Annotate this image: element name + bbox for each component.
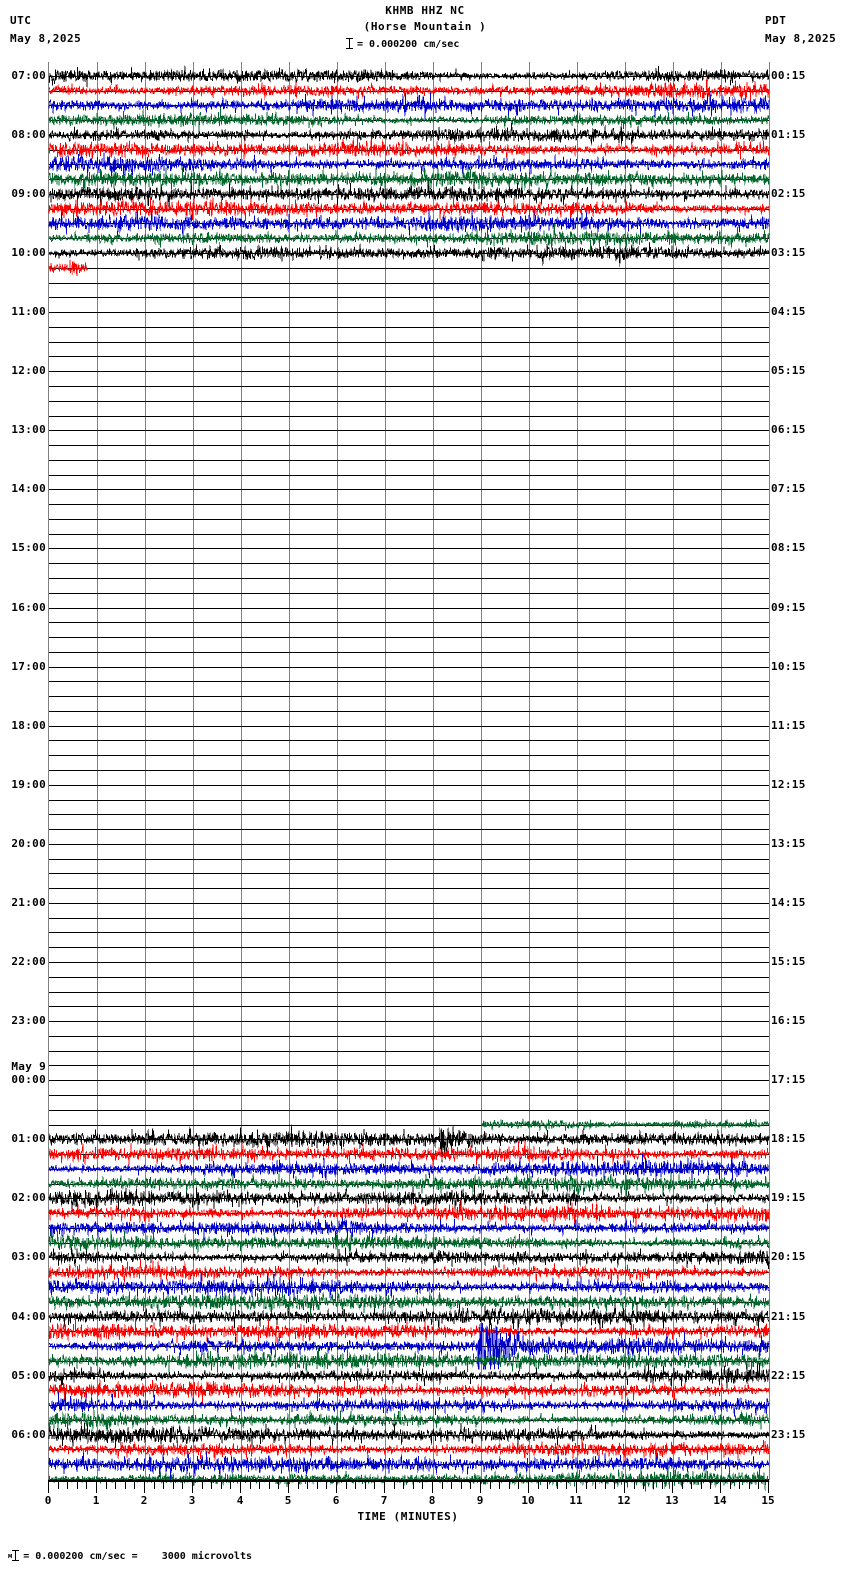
- utc-time-axis: [0, 62, 46, 1480]
- utc-label-0200: 02:00: [11, 1191, 46, 1205]
- pdt-label-0315: 03:15: [771, 246, 806, 260]
- seismic-traces: [49, 62, 769, 1480]
- scale-bar-legend: [346, 38, 459, 50]
- xtick-minor-13-4: [710, 1482, 711, 1489]
- footer-scale-note: [8, 1550, 252, 1562]
- pdt-label-0515: 05:15: [771, 364, 806, 378]
- xtick-minor-7-4: [422, 1482, 423, 1489]
- xtick-minor-9-3: [509, 1482, 510, 1489]
- xtick-minor-5-3: [317, 1482, 318, 1489]
- pdt-label-2215: 22:15: [771, 1368, 806, 1382]
- xtick-major-12: [624, 1482, 625, 1493]
- xtick-minor-10-3: [557, 1482, 558, 1489]
- amplitude-scale-bar-icon: [346, 38, 353, 49]
- xtick-minor-13-2: [691, 1482, 692, 1489]
- utc-label-1200: 12:00: [11, 364, 46, 378]
- xtick-minor-2-2: [163, 1482, 164, 1489]
- xtick-major-6: [336, 1482, 337, 1493]
- xtick-major-14: [720, 1482, 721, 1493]
- helicorder-plot[interactable]: [48, 62, 770, 1480]
- pdt-label-0915: 09:15: [771, 600, 806, 614]
- xtick-label-4: 4: [236, 1494, 244, 1507]
- utc-label-1500: 15:00: [11, 541, 46, 555]
- xtick-minor-11-2: [595, 1482, 596, 1489]
- pdt-label-1115: 11:15: [771, 718, 806, 732]
- xtick-minor-10-4: [566, 1482, 567, 1489]
- utc-label-1800: 18:00: [11, 718, 46, 732]
- xtick-minor-1-3: [125, 1482, 126, 1489]
- utc-label-1000: 10:00: [11, 246, 46, 260]
- pdt-label-0115: 01:15: [771, 127, 806, 141]
- pdt-label-2015: 20:15: [771, 1250, 806, 1264]
- xtick-label-2: 2: [140, 1494, 148, 1507]
- pdt-label-2115: 21:15: [771, 1309, 806, 1323]
- utc-label-1600: 16:00: [11, 600, 46, 614]
- xtick-minor-4-1: [250, 1482, 251, 1489]
- xtick-minor-7-1: [394, 1482, 395, 1489]
- utc-label-2100: 21:00: [11, 895, 46, 909]
- utc-label-0100: 01:00: [11, 1132, 46, 1146]
- pdt-label-1515: 15:15: [771, 955, 806, 969]
- pdt-label-0015: 00:15: [771, 68, 806, 82]
- xtick-minor-6-2: [355, 1482, 356, 1489]
- station-name: (Horse Mountain ): [363, 20, 487, 33]
- xtick-major-2: [144, 1482, 145, 1493]
- pdt-label-1015: 10:15: [771, 659, 806, 673]
- xtick-minor-0-3: [77, 1482, 78, 1489]
- xtick-minor-7-2: [403, 1482, 404, 1489]
- utc-label-0800: 08:00: [11, 127, 46, 141]
- xtick-major-10: [528, 1482, 529, 1493]
- xtick-major-4: [240, 1482, 241, 1493]
- xtick-minor-9-1: [490, 1482, 491, 1489]
- xtick-minor-8-1: [442, 1482, 443, 1489]
- day-marker-label: May 9: [11, 1060, 46, 1074]
- xtick-minor-12-3: [653, 1482, 654, 1489]
- pdt-label-0815: 08:15: [771, 541, 806, 555]
- station-title: KHMB HHZ NC: [385, 4, 465, 17]
- xtick-minor-14-1: [730, 1482, 731, 1489]
- xtick-minor-0-2: [67, 1482, 68, 1489]
- utc-label-1400: 14:00: [11, 482, 46, 496]
- x-axis-title: TIME (MINUTES): [357, 1510, 459, 1523]
- xtick-major-0: [48, 1482, 49, 1493]
- footer-prefix: м: [8, 1552, 13, 1560]
- utc-label-1900: 19:00: [11, 777, 46, 791]
- xtick-label-1: 1: [92, 1494, 100, 1507]
- xtick-label-8: 8: [428, 1494, 436, 1507]
- xtick-minor-12-1: [634, 1482, 635, 1489]
- xtick-label-3: 3: [188, 1494, 196, 1507]
- xtick-minor-10-1: [538, 1482, 539, 1489]
- xtick-minor-5-4: [326, 1482, 327, 1489]
- pdt-label-2315: 23:15: [771, 1427, 806, 1441]
- pdt-label-1215: 12:15: [771, 777, 806, 791]
- xtick-minor-4-4: [278, 1482, 279, 1489]
- xtick-major-3: [192, 1482, 193, 1493]
- xtick-minor-14-4: [758, 1482, 759, 1489]
- xtick-minor-2-1: [154, 1482, 155, 1489]
- xtick-minor-7-3: [413, 1482, 414, 1489]
- footer-text: = 0.000200 cm/sec = 3000 microvolts: [23, 1551, 252, 1562]
- xtick-minor-8-3: [461, 1482, 462, 1489]
- xtick-minor-1-4: [134, 1482, 135, 1489]
- xtick-label-0: 0: [44, 1494, 52, 1507]
- utc-label-2200: 22:00: [11, 955, 46, 969]
- xtick-minor-8-4: [470, 1482, 471, 1489]
- xtick-minor-8-2: [451, 1482, 452, 1489]
- xtick-label-14: 14: [713, 1494, 727, 1507]
- xtick-label-9: 9: [476, 1494, 484, 1507]
- utc-label-0400: 04:00: [11, 1309, 46, 1323]
- pdt-time-axis: [771, 62, 850, 1480]
- xtick-label-6: 6: [332, 1494, 340, 1507]
- xtick-minor-14-2: [739, 1482, 740, 1489]
- scale-bar-text: = 0.000200 cm/sec: [357, 39, 460, 50]
- utc-label-0300: 03:00: [11, 1250, 46, 1264]
- xtick-label-11: 11: [569, 1494, 583, 1507]
- xtick-minor-0-1: [58, 1482, 59, 1489]
- xtick-major-8: [432, 1482, 433, 1493]
- xtick-major-15: [768, 1482, 769, 1493]
- x-axis-line: [48, 1480, 769, 1482]
- xtick-minor-3-2: [211, 1482, 212, 1489]
- left-timezone-label: UTC: [10, 14, 32, 27]
- pdt-label-1715: 17:15: [771, 1073, 806, 1087]
- xtick-minor-5-1: [298, 1482, 299, 1489]
- xtick-minor-11-4: [614, 1482, 615, 1489]
- right-timezone-label: PDT: [765, 14, 787, 27]
- pdt-label-0715: 07:15: [771, 482, 806, 496]
- pdt-label-0415: 04:15: [771, 305, 806, 319]
- utc-label-2300: 23:00: [11, 1014, 46, 1028]
- xtick-label-12: 12: [617, 1494, 631, 1507]
- xtick-major-1: [96, 1482, 97, 1493]
- xtick-minor-0-4: [86, 1482, 87, 1489]
- xtick-label-15: 15: [761, 1494, 775, 1507]
- xtick-minor-13-1: [682, 1482, 683, 1489]
- xtick-minor-3-4: [230, 1482, 231, 1489]
- xtick-minor-12-2: [643, 1482, 644, 1489]
- utc-label-2000: 20:00: [11, 836, 46, 850]
- xtick-minor-1-2: [115, 1482, 116, 1489]
- xtick-minor-6-4: [374, 1482, 375, 1489]
- xtick-major-5: [288, 1482, 289, 1493]
- utc-label-0000: 00:00: [11, 1073, 46, 1087]
- xtick-label-10: 10: [521, 1494, 535, 1507]
- xtick-minor-5-2: [307, 1482, 308, 1489]
- xtick-major-13: [672, 1482, 673, 1493]
- xtick-minor-11-1: [586, 1482, 587, 1489]
- xtick-minor-12-4: [662, 1482, 663, 1489]
- xtick-minor-6-1: [346, 1482, 347, 1489]
- xtick-minor-2-3: [173, 1482, 174, 1489]
- xtick-minor-2-4: [182, 1482, 183, 1489]
- pdt-label-1315: 13:15: [771, 836, 806, 850]
- utc-label-1700: 17:00: [11, 659, 46, 673]
- trace-23:45-green: [49, 62, 769, 63]
- xtick-major-9: [480, 1482, 481, 1493]
- utc-label-1300: 13:00: [11, 423, 46, 437]
- pdt-label-1415: 14:15: [771, 895, 806, 909]
- left-date-label: May 8,2025: [10, 32, 82, 45]
- pdt-label-0215: 02:15: [771, 186, 806, 200]
- xtick-minor-11-3: [605, 1482, 606, 1489]
- xtick-major-7: [384, 1482, 385, 1493]
- right-date-label: May 8,2025: [765, 32, 837, 45]
- utc-label-0500: 05:00: [11, 1368, 46, 1382]
- xtick-minor-14-3: [749, 1482, 750, 1489]
- pdt-label-1815: 18:15: [771, 1132, 806, 1146]
- xtick-minor-13-3: [701, 1482, 702, 1489]
- pdt-label-0615: 06:15: [771, 423, 806, 437]
- footer-scale-bar-icon: [12, 1550, 19, 1561]
- pdt-label-1615: 16:15: [771, 1014, 806, 1028]
- pdt-label-1915: 19:15: [771, 1191, 806, 1205]
- utc-label-1100: 11:00: [11, 305, 46, 319]
- xtick-minor-4-2: [259, 1482, 260, 1489]
- xtick-minor-9-4: [518, 1482, 519, 1489]
- xtick-major-11: [576, 1482, 577, 1493]
- xtick-minor-6-3: [365, 1482, 366, 1489]
- utc-label-0600: 06:00: [11, 1427, 46, 1441]
- xtick-minor-9-2: [499, 1482, 500, 1489]
- xtick-minor-4-3: [269, 1482, 270, 1489]
- chart-header: [0, 0, 850, 60]
- xtick-label-7: 7: [380, 1494, 388, 1507]
- xtick-minor-10-2: [547, 1482, 548, 1489]
- xtick-minor-3-1: [202, 1482, 203, 1489]
- xtick-label-13: 13: [665, 1494, 679, 1507]
- xtick-label-5: 5: [284, 1494, 292, 1507]
- utc-label-0900: 09:00: [11, 186, 46, 200]
- xtick-minor-1-1: [106, 1482, 107, 1489]
- xtick-minor-3-3: [221, 1482, 222, 1489]
- utc-label-0700: 07:00: [11, 68, 46, 82]
